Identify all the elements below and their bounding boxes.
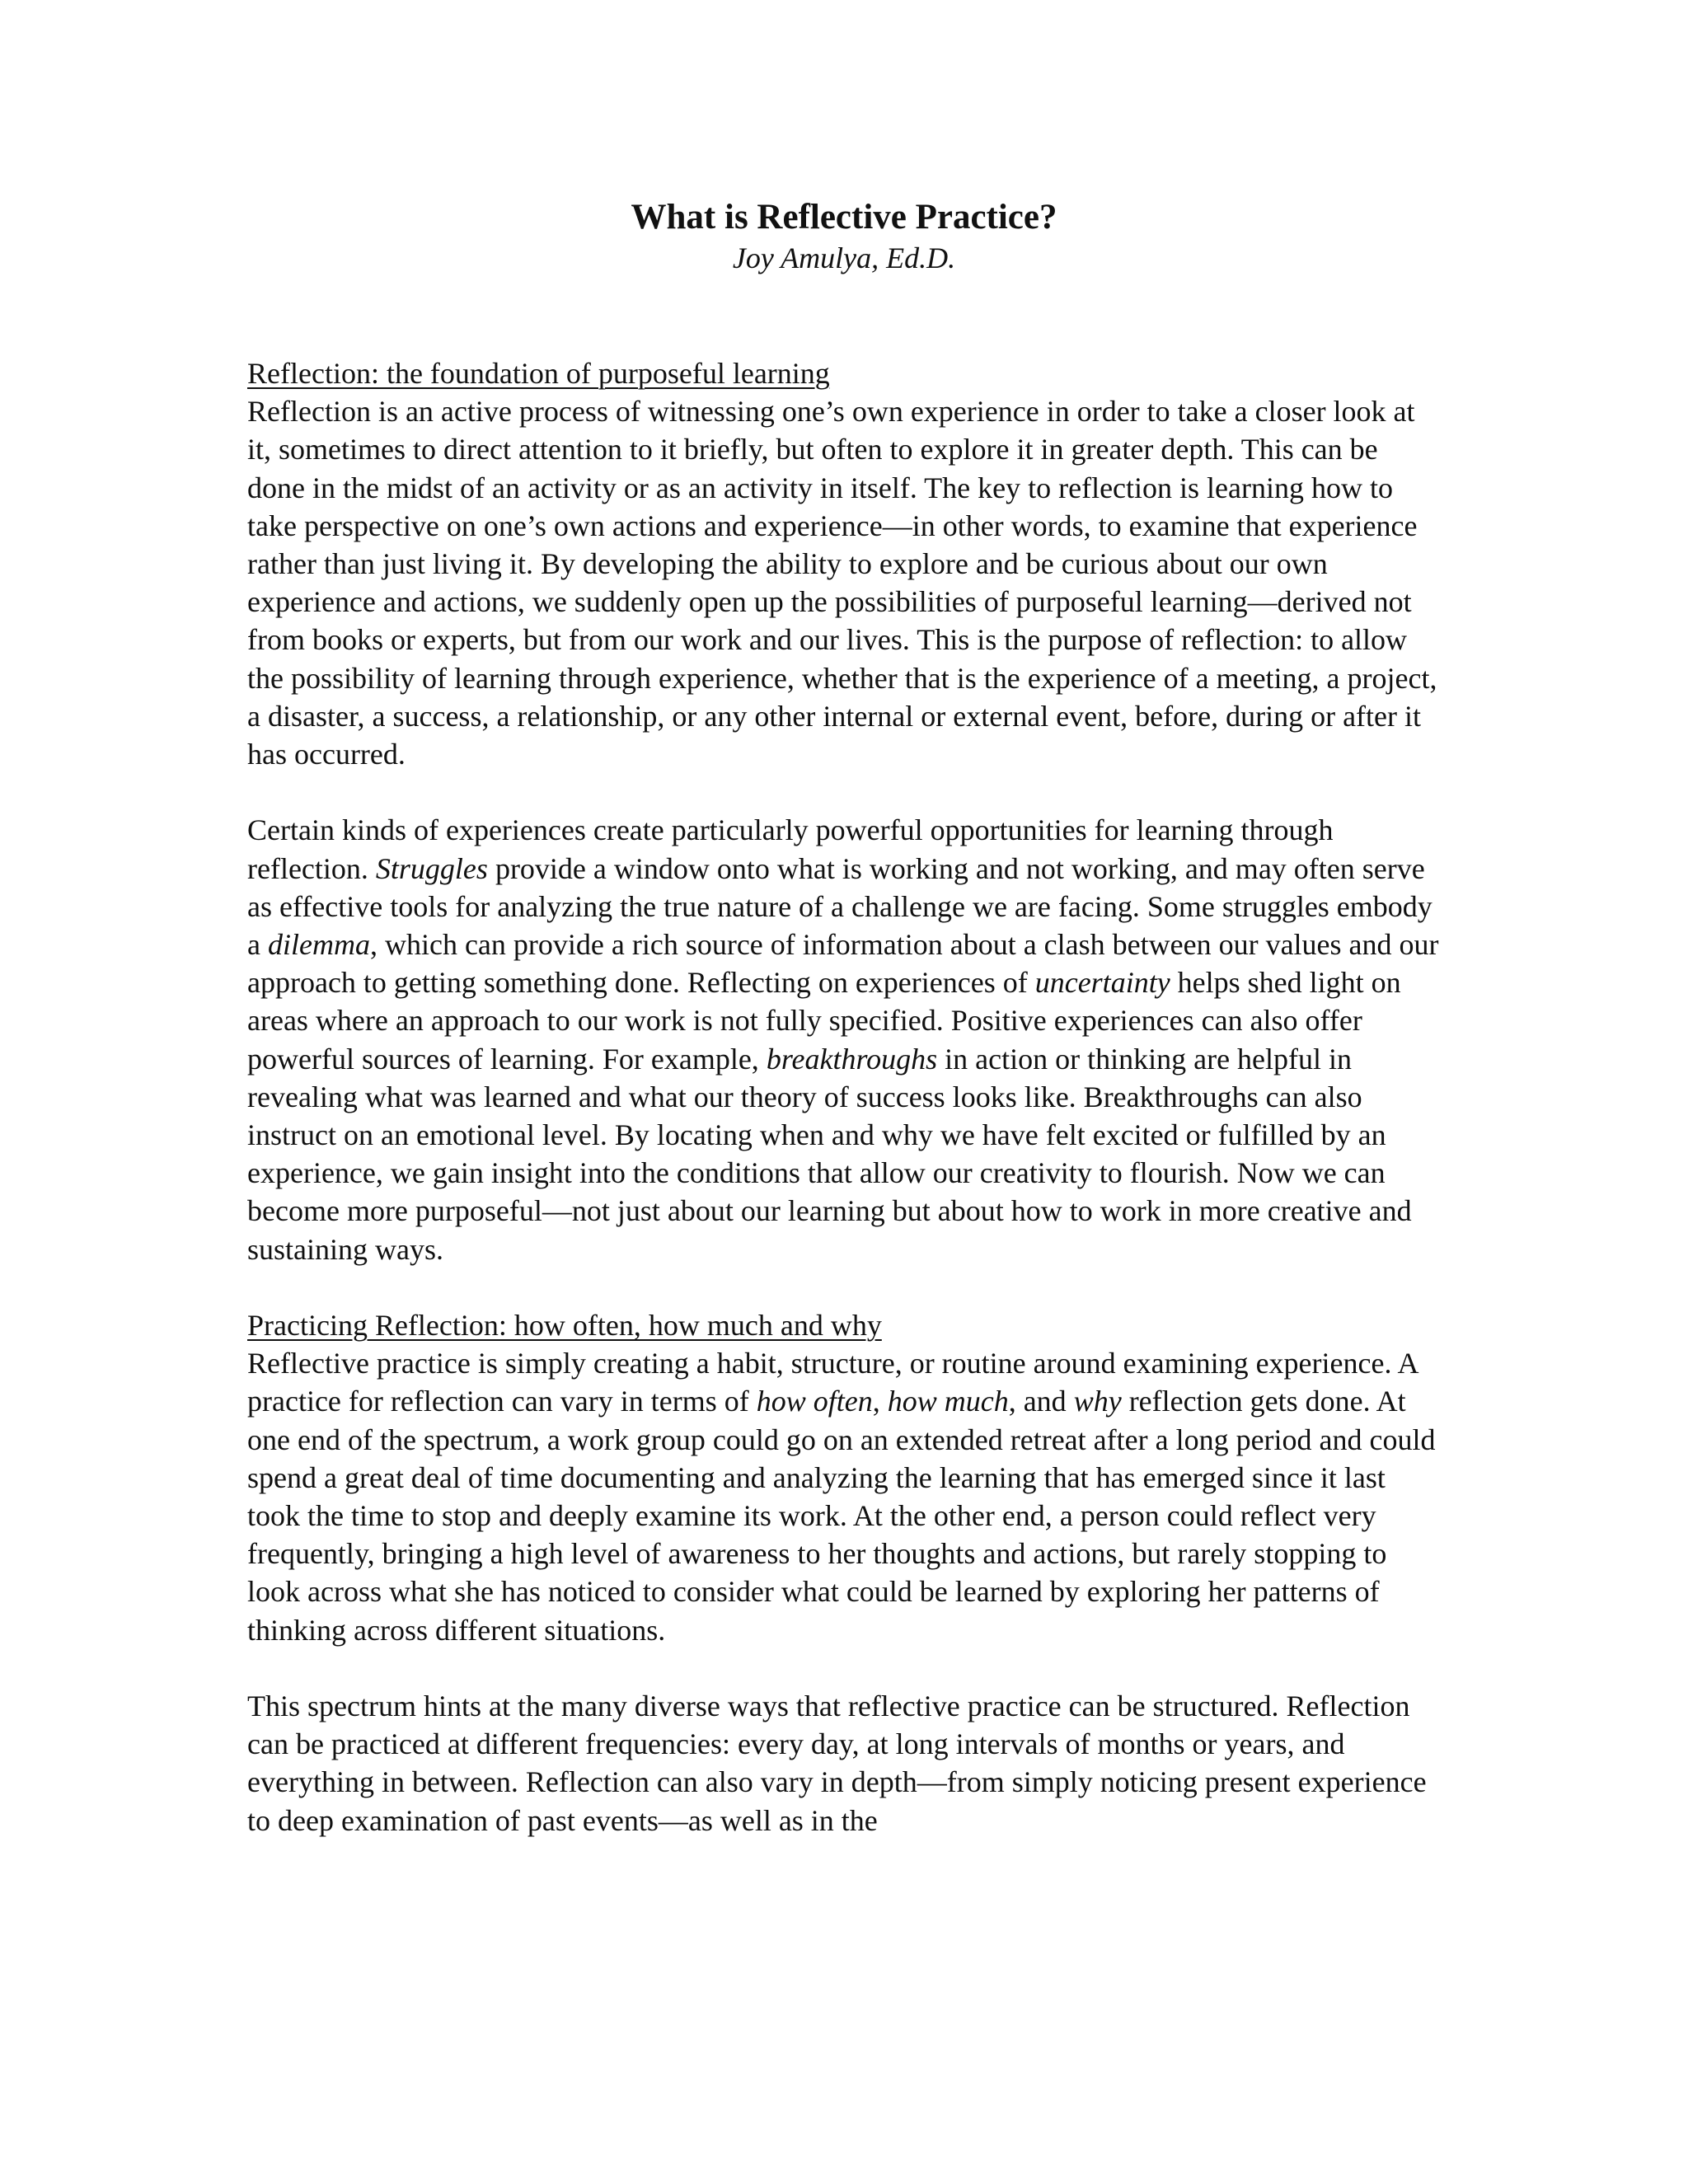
text-run: helps shed light on areas where an approach to our work is not fully specified. Positive experiences can also offer powerful sources of learning. For example, bbox=[247, 966, 1401, 1076]
section-heading-practicing: Practicing Reflection: how often, how much and why bbox=[247, 1309, 882, 1343]
text-run: provide a window onto what is working and not working, and may often serve as effective tools for analyzing the true nature of a challenge we are facing. Some struggles embody a bbox=[247, 851, 1432, 962]
emphasis-breakthroughs: breakthroughs bbox=[766, 1042, 938, 1076]
text-run: in action or thinking are helpful in revealing what was learned and what our theory of success looks like. Breakthroughs can also instruct on an emotional level. By locating when and why we have felt excited or fulfilled by an experience, we gain insight into the conditions that allow our creativity to flourish. Now we can become more purposeful—not just about our learning but about how to work in more creative and sustaining ways. bbox=[247, 1042, 1412, 1266]
emphasis-uncertainty: uncertainty bbox=[1034, 966, 1170, 1000]
paragraph-reflection-definition: Reflection is an active process of witnessing one’s own experience in order to take a closer look at it, sometimes to direct attention to it briefly, but often to explore it in greater depth. This can be done in the midst of an activity or as an activity in itself. The key to reflection is learning how to take perspective on one’s own actions and experience—in other words, to examine that experience rather than just living it. By developing the ability to explore and be curious about our own experience and actions, we suddenly open up the possibilities of purposeful learning—derived not from books or experts, but from our work and our lives. This is the purpose of reflection: to allow the possibility of learning through experience, whether that is the experience of a meeting, a project, a disaster, a success, a relationship, or any other internal or external event, before, during or after it has occurred. bbox=[247, 395, 1437, 771]
text-run: Reflective practice is simply creating a habit, structure, or routine around examining experience. A practice for reflection can vary in terms of bbox=[247, 1347, 1418, 1418]
paragraph-learning-experiences bbox=[247, 811, 1442, 1268]
text-run: Certain kinds of experiences create particularly powerful opportunities for learning through reflection. bbox=[247, 813, 1334, 885]
document-title: What is Reflective Practice? bbox=[631, 198, 1057, 237]
title-block bbox=[0, 196, 1688, 277]
paragraph-spectrum: This spectrum hints at the many diverse ways that reflective practice can be structured. Reflection can be practiced at different frequencies: every day, at long intervals of months or years, and everything in between. Reflection can also vary in depth—from simply noticing present experience to deep examination of past events—as well as in the bbox=[247, 1690, 1427, 1837]
emphasis-dilemma: dilemma bbox=[267, 928, 370, 962]
text-run: , bbox=[872, 1385, 888, 1418]
document-author: Joy Amulya, Ed.D. bbox=[732, 241, 956, 274]
emphasis-struggles: Struggles bbox=[375, 851, 488, 885]
text-run: reflection gets done. At one end of the spectrum, a work group could go on an extended retreat after a long period and could spend a great deal of time documenting and analyzing the learning that has emerged since it last took the time to stop and deeply examine its work. At the other end, a person could reflect very frequently, bringing a high level of awareness to her thoughts and actions, but rarely stopping to look across what she has noticed to consider what could be learned by exploring her patterns of thinking across different situations. bbox=[247, 1385, 1436, 1647]
emphasis-how-often: how often bbox=[756, 1385, 873, 1418]
emphasis-why: why bbox=[1073, 1385, 1122, 1418]
document-body bbox=[247, 354, 1442, 1840]
section-heading-reflection: Reflection: the foundation of purposeful learning bbox=[247, 357, 830, 390]
text-run: , which can provide a rich source of information about a clash between our values and our approach to getting something done. Reflecting on experiences of bbox=[247, 928, 1439, 1000]
emphasis-how-much: how much bbox=[887, 1385, 1009, 1418]
paragraph-reflective-practice bbox=[247, 1344, 1442, 1649]
text-run: , and bbox=[1008, 1385, 1074, 1418]
